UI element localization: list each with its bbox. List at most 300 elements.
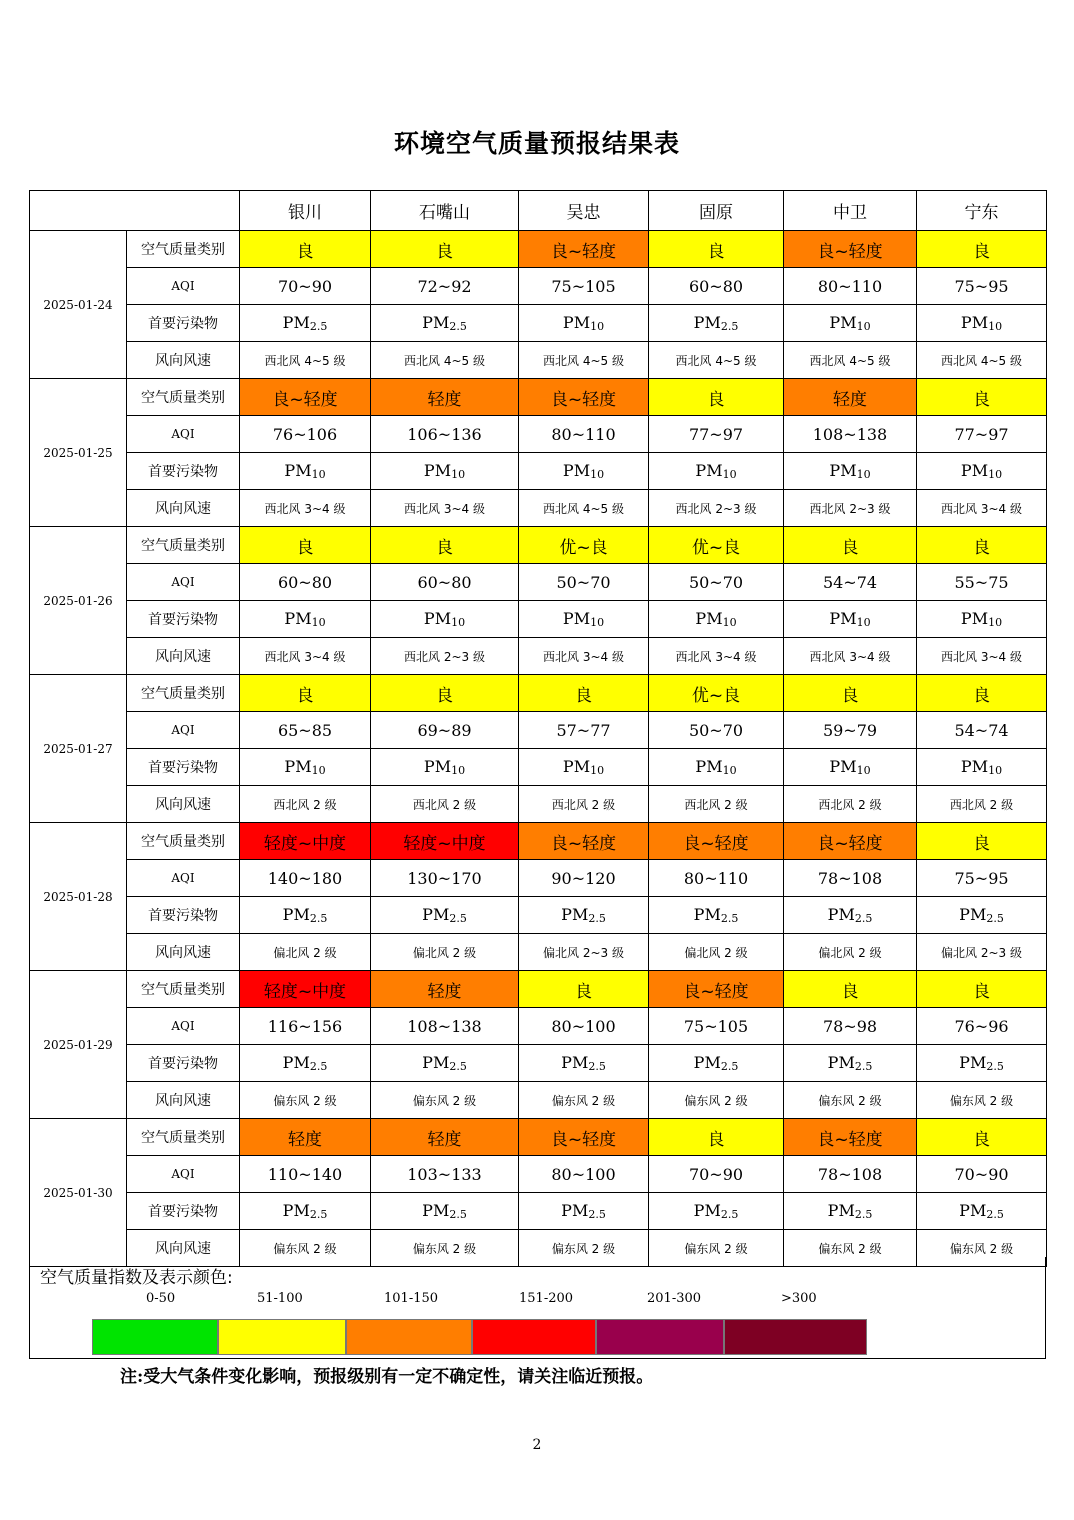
pollutant-size: 2.5 — [449, 912, 467, 925]
wind-cell: 西北风 2 级 — [240, 786, 371, 823]
pollutant-size: 2.5 — [449, 320, 467, 333]
category-row — [30, 971, 1047, 1008]
primary-pollutant-cell — [649, 749, 784, 786]
pollutant-row — [30, 601, 1047, 638]
pollutant-size: 10 — [590, 468, 605, 481]
aqi-row — [30, 860, 1047, 897]
pollutant-prefix: PM — [829, 757, 857, 776]
aqi-value-cell: 130~170 — [371, 860, 519, 897]
pollutant-size: 10 — [856, 320, 871, 333]
primary-pollutant-cell — [371, 305, 519, 342]
pollutant-prefix: PM — [284, 461, 312, 480]
wind-cell: 西北风 2~3 级 — [649, 490, 784, 527]
legend-swatch-severe — [724, 1319, 867, 1355]
pollutant-prefix: PM — [959, 905, 987, 924]
wind-cell: 偏北风 2 级 — [784, 934, 917, 971]
row-label-wind: 风向风速 — [127, 786, 240, 823]
aqi-value-cell: 57~77 — [519, 712, 649, 749]
wind-row — [30, 638, 1047, 675]
pollutant-size: 2.5 — [588, 1060, 606, 1073]
row-label-pollutant: 首要污染物 — [127, 601, 240, 638]
primary-pollutant-cell — [519, 897, 649, 934]
primary-pollutant-cell — [917, 749, 1047, 786]
primary-pollutant-cell — [240, 601, 371, 638]
pollutant-prefix: PM — [693, 313, 721, 332]
aqi-value-cell: 54~74 — [784, 564, 917, 601]
header-blank-cell — [30, 191, 240, 231]
aqi-category-cell: 轻度~中度 — [240, 971, 371, 1008]
aqi-value-cell: 103~133 — [371, 1156, 519, 1193]
wind-cell: 西北风 2 级 — [784, 786, 917, 823]
row-label-wind: 风向风速 — [127, 934, 240, 971]
pollutant-prefix: PM — [282, 1201, 310, 1220]
pollutant-prefix: PM — [829, 313, 857, 332]
page-number: 2 — [532, 1437, 542, 1453]
aqi-category-cell: 良~轻度 — [519, 823, 649, 860]
wind-cell: 偏东风 2 级 — [917, 1082, 1047, 1119]
aqi-category-cell: 良 — [371, 231, 519, 268]
row-label-category: 空气质量类别 — [127, 1119, 240, 1156]
pollutant-prefix: PM — [561, 1201, 589, 1220]
aqi-category-cell: 良 — [917, 675, 1047, 712]
row-label-wind: 风向风速 — [127, 1082, 240, 1119]
wind-row — [30, 490, 1047, 527]
primary-pollutant-cell — [917, 453, 1047, 490]
wind-row — [30, 786, 1047, 823]
pollutant-row — [30, 897, 1047, 934]
pollutant-prefix: PM — [423, 609, 452, 628]
aqi-category-cell: 轻度 — [240, 1119, 371, 1156]
forecast-date: 2025-01-27 — [30, 675, 127, 823]
pollutant-prefix: PM — [561, 1053, 589, 1072]
wind-cell: 偏北风 2 级 — [371, 934, 519, 971]
aqi-value-cell: 70~90 — [917, 1156, 1047, 1193]
aqi-category-cell: 良 — [784, 971, 917, 1008]
pollutant-size: 2.5 — [720, 1060, 739, 1073]
aqi-value-cell: 75~95 — [917, 860, 1047, 897]
aqi-row — [30, 712, 1047, 749]
pollutant-size: 2.5 — [449, 1060, 467, 1073]
pollutant-prefix: PM — [562, 609, 591, 628]
row-label-aqi: AQI — [127, 1156, 240, 1193]
primary-pollutant-cell — [240, 453, 371, 490]
aqi-value-cell: 75~105 — [649, 1008, 784, 1045]
row-label-wind: 风向风速 — [127, 342, 240, 379]
city-header: 固原 — [649, 191, 784, 231]
aqi-value-cell: 77~97 — [649, 416, 784, 453]
pollutant-prefix: PM — [562, 313, 591, 332]
pollutant-prefix: PM — [282, 905, 310, 924]
aqi-value-cell: 80~100 — [519, 1008, 649, 1045]
primary-pollutant-cell — [784, 1193, 917, 1230]
pollutant-size: 10 — [988, 764, 1003, 777]
city-header: 中卫 — [784, 191, 917, 231]
aqi-category-cell: 良~轻度 — [649, 823, 784, 860]
legend-range-label: >300 — [781, 1291, 817, 1306]
wind-cell: 西北风 2~3 级 — [784, 490, 917, 527]
forecast-date: 2025-01-29 — [30, 971, 127, 1119]
legend-swatch-good — [92, 1319, 218, 1355]
pollutant-row — [30, 1045, 1047, 1082]
pollutant-row — [30, 305, 1047, 342]
wind-cell: 西北风 4~5 级 — [784, 342, 917, 379]
pollutant-prefix: PM — [959, 1201, 987, 1220]
wind-cell: 西北风 2 级 — [371, 786, 519, 823]
aqi-row — [30, 564, 1047, 601]
pollutant-size: 10 — [988, 320, 1003, 333]
pollutant-size: 2.5 — [720, 320, 739, 333]
aqi-value-cell: 50~70 — [649, 564, 784, 601]
aqi-category-cell: 良~轻度 — [519, 379, 649, 416]
pollutant-prefix: PM — [562, 757, 591, 776]
primary-pollutant-cell — [371, 1193, 519, 1230]
wind-cell: 偏东风 2 级 — [519, 1230, 649, 1267]
row-label-wind: 风向风速 — [127, 490, 240, 527]
wind-cell: 偏东风 2 级 — [240, 1230, 371, 1267]
pollutant-prefix: PM — [693, 1053, 721, 1072]
wind-row — [30, 342, 1047, 379]
pollutant-prefix: PM — [827, 1053, 855, 1072]
pollutant-prefix: PM — [959, 1053, 987, 1072]
pollutant-size: 2.5 — [986, 912, 1004, 925]
aqi-category-cell: 轻度 — [371, 971, 519, 1008]
wind-cell: 偏东风 2 级 — [649, 1082, 784, 1119]
aqi-category-cell: 良~轻度 — [784, 231, 917, 268]
aqi-category-cell: 轻度~中度 — [240, 823, 371, 860]
pollutant-prefix: PM — [284, 609, 312, 628]
row-label-category: 空气质量类别 — [127, 527, 240, 564]
primary-pollutant-cell — [917, 305, 1047, 342]
category-row — [30, 823, 1047, 860]
pollutant-size: 2.5 — [854, 1208, 873, 1221]
row-label-category: 空气质量类别 — [127, 379, 240, 416]
pollutant-size: 2.5 — [309, 1208, 328, 1221]
aqi-value-cell: 75~105 — [519, 268, 649, 305]
pollutant-size: 10 — [590, 616, 605, 629]
primary-pollutant-cell — [784, 1045, 917, 1082]
primary-pollutant-cell — [917, 1193, 1047, 1230]
wind-cell: 西北风 4~5 级 — [519, 490, 649, 527]
aqi-category-cell: 良 — [240, 675, 371, 712]
wind-cell: 西北风 2 级 — [917, 786, 1047, 823]
primary-pollutant-cell — [240, 1045, 371, 1082]
row-label-aqi: AQI — [127, 416, 240, 453]
primary-pollutant-cell — [240, 897, 371, 934]
primary-pollutant-cell — [649, 305, 784, 342]
pollutant-row — [30, 453, 1047, 490]
legend-swatch-heavy — [596, 1319, 724, 1355]
forecast-date: 2025-01-25 — [30, 379, 127, 527]
primary-pollutant-cell — [649, 1193, 784, 1230]
wind-cell: 西北风 2~3 级 — [371, 638, 519, 675]
aqi-value-cell: 116~156 — [240, 1008, 371, 1045]
pollutant-prefix: PM — [695, 461, 723, 480]
aqi-category-cell: 良~轻度 — [784, 823, 917, 860]
aqi-category-cell: 良 — [649, 1119, 784, 1156]
aqi-value-cell: 55~75 — [917, 564, 1047, 601]
aqi-value-cell: 50~70 — [519, 564, 649, 601]
aqi-category-cell: 良~轻度 — [519, 1119, 649, 1156]
primary-pollutant-cell — [519, 453, 649, 490]
aqi-category-cell: 良~轻度 — [519, 231, 649, 268]
pollutant-size: 10 — [988, 468, 1003, 481]
legend-range-label: 201-300 — [647, 1291, 702, 1306]
aqi-value-cell: 60~80 — [649, 268, 784, 305]
aqi-value-cell: 76~96 — [917, 1008, 1047, 1045]
primary-pollutant-cell — [240, 305, 371, 342]
row-label-pollutant: 首要污染物 — [127, 1045, 240, 1082]
aqi-category-cell: 良 — [784, 527, 917, 564]
primary-pollutant-cell — [917, 897, 1047, 934]
wind-cell: 偏北风 2 级 — [649, 934, 784, 971]
aqi-value-cell: 60~80 — [240, 564, 371, 601]
category-row — [30, 1119, 1047, 1156]
wind-cell: 偏东风 2 级 — [649, 1230, 784, 1267]
aqi-value-cell: 90~120 — [519, 860, 649, 897]
pollutant-size: 10 — [451, 616, 466, 629]
wind-cell: 偏东风 2 级 — [371, 1082, 519, 1119]
primary-pollutant-cell — [371, 749, 519, 786]
row-label-pollutant: 首要污染物 — [127, 1193, 240, 1230]
primary-pollutant-cell — [240, 749, 371, 786]
pollutant-size: 10 — [722, 468, 737, 481]
pollutant-size: 2.5 — [986, 1060, 1004, 1073]
forecast-table-body — [30, 191, 1047, 1267]
wind-cell: 偏东风 2 级 — [240, 1082, 371, 1119]
aqi-category-cell: 良 — [519, 971, 649, 1008]
primary-pollutant-cell — [371, 453, 519, 490]
aqi-category-cell: 良 — [240, 231, 371, 268]
pollutant-prefix: PM — [422, 1053, 450, 1072]
primary-pollutant-cell — [371, 1045, 519, 1082]
primary-pollutant-cell — [649, 601, 784, 638]
pollutant-prefix: PM — [422, 1201, 450, 1220]
aqi-category-cell: 良 — [917, 823, 1047, 860]
primary-pollutant-cell — [519, 1045, 649, 1082]
pollutant-size: 2.5 — [588, 1208, 606, 1221]
wind-cell: 偏东风 2 级 — [917, 1230, 1047, 1267]
wind-cell: 西北风 3~4 级 — [784, 638, 917, 675]
pollutant-prefix: PM — [695, 609, 723, 628]
primary-pollutant-cell — [917, 601, 1047, 638]
pollutant-prefix: PM — [562, 461, 591, 480]
forecast-date: 2025-01-28 — [30, 823, 127, 971]
row-label-pollutant: 首要污染物 — [127, 305, 240, 342]
category-row — [30, 527, 1047, 564]
pollutant-prefix: PM — [423, 461, 452, 480]
aqi-value-cell: 59~79 — [784, 712, 917, 749]
aqi-category-cell: 良~轻度 — [240, 379, 371, 416]
wind-cell: 西北风 3~4 级 — [240, 490, 371, 527]
wind-cell: 西北风 4~5 级 — [371, 342, 519, 379]
aqi-row — [30, 416, 1047, 453]
pollutant-size: 10 — [856, 468, 871, 481]
aqi-value-cell: 108~138 — [784, 416, 917, 453]
aqi-value-cell: 70~90 — [240, 268, 371, 305]
primary-pollutant-cell — [784, 749, 917, 786]
aqi-value-cell: 80~100 — [519, 1156, 649, 1193]
wind-cell: 西北风 3~4 级 — [917, 490, 1047, 527]
primary-pollutant-cell — [649, 453, 784, 490]
legend-range-label: 151-200 — [519, 1291, 574, 1306]
table-header-row — [30, 191, 1047, 231]
aqi-value-cell: 50~70 — [649, 712, 784, 749]
row-label-category: 空气质量类别 — [127, 675, 240, 712]
aqi-value-cell: 80~110 — [519, 416, 649, 453]
city-header: 吴忠 — [519, 191, 649, 231]
aqi-value-cell: 77~97 — [917, 416, 1047, 453]
aqi-value-cell: 70~90 — [649, 1156, 784, 1193]
aqi-value-cell: 76~106 — [240, 416, 371, 453]
wind-cell: 西北风 4~5 级 — [917, 342, 1047, 379]
primary-pollutant-cell — [519, 749, 649, 786]
pollutant-size: 10 — [590, 320, 605, 333]
aqi-value-cell: 54~74 — [917, 712, 1047, 749]
aqi-category-cell: 优~良 — [649, 675, 784, 712]
aqi-category-cell: 良 — [917, 1119, 1047, 1156]
wind-row — [30, 1082, 1047, 1119]
pollutant-prefix: PM — [693, 905, 721, 924]
pollutant-size: 10 — [451, 764, 466, 777]
forecast-table — [29, 190, 1047, 1267]
aqi-row — [30, 268, 1047, 305]
aqi-color-legend — [29, 1257, 1046, 1359]
aqi-value-cell: 78~108 — [784, 1156, 917, 1193]
wind-cell: 偏东风 2 级 — [371, 1230, 519, 1267]
pollutant-size: 2.5 — [309, 320, 328, 333]
primary-pollutant-cell — [784, 897, 917, 934]
pollutant-prefix: PM — [422, 313, 450, 332]
aqi-value-cell: 78~108 — [784, 860, 917, 897]
pollutant-prefix: PM — [695, 757, 723, 776]
pollutant-prefix: PM — [827, 905, 855, 924]
pollutant-size: 2.5 — [449, 1208, 467, 1221]
wind-cell: 西北风 2 级 — [519, 786, 649, 823]
pollutant-size: 2.5 — [854, 1060, 873, 1073]
pollutant-prefix: PM — [829, 609, 857, 628]
pollutant-prefix: PM — [423, 757, 452, 776]
wind-row — [30, 934, 1047, 971]
pollutant-size: 10 — [988, 616, 1003, 629]
pollutant-size: 2.5 — [588, 912, 606, 925]
forecast-date: 2025-01-26 — [30, 527, 127, 675]
row-label-pollutant: 首要污染物 — [127, 749, 240, 786]
pollutant-prefix: PM — [960, 757, 989, 776]
wind-cell: 西北风 3~4 级 — [917, 638, 1047, 675]
pollutant-prefix: PM — [693, 1201, 721, 1220]
city-header: 银川 — [240, 191, 371, 231]
pollutant-prefix: PM — [960, 609, 989, 628]
primary-pollutant-cell — [371, 897, 519, 934]
wind-cell: 偏北风 2 级 — [240, 934, 371, 971]
legend-title: 空气质量指数及表示颜色: — [40, 1268, 233, 1288]
wind-cell: 西北风 4~5 级 — [519, 342, 649, 379]
legend-swatch-moderate — [218, 1319, 346, 1355]
row-label-aqi: AQI — [127, 564, 240, 601]
pollutant-prefix: PM — [960, 461, 989, 480]
wind-cell: 西北风 4~5 级 — [649, 342, 784, 379]
aqi-category-cell: 优~良 — [649, 527, 784, 564]
row-label-category: 空气质量类别 — [127, 231, 240, 268]
row-label-aqi: AQI — [127, 860, 240, 897]
row-label-category: 空气质量类别 — [127, 971, 240, 1008]
aqi-category-cell: 轻度 — [371, 1119, 519, 1156]
row-label-pollutant: 首要污染物 — [127, 453, 240, 490]
primary-pollutant-cell — [371, 601, 519, 638]
category-row — [30, 231, 1047, 268]
aqi-value-cell: 65~85 — [240, 712, 371, 749]
pollutant-size: 2.5 — [309, 912, 328, 925]
primary-pollutant-cell — [519, 1193, 649, 1230]
wind-cell: 偏东风 2 级 — [519, 1082, 649, 1119]
pollutant-size: 10 — [451, 468, 466, 481]
city-header: 石嘴山 — [371, 191, 519, 231]
category-row — [30, 675, 1047, 712]
row-label-aqi: AQI — [127, 712, 240, 749]
aqi-value-cell: 110~140 — [240, 1156, 371, 1193]
pollutant-size: 10 — [856, 616, 871, 629]
wind-cell: 偏东风 2 级 — [784, 1082, 917, 1119]
aqi-category-cell: 良 — [649, 231, 784, 268]
pollutant-size: 2.5 — [720, 912, 739, 925]
primary-pollutant-cell — [649, 1045, 784, 1082]
aqi-category-cell: 良 — [784, 675, 917, 712]
city-header: 宁东 — [917, 191, 1047, 231]
pollutant-size: 10 — [311, 468, 326, 481]
primary-pollutant-cell — [784, 453, 917, 490]
aqi-category-cell: 良 — [371, 527, 519, 564]
aqi-category-cell: 良 — [240, 527, 371, 564]
forecast-date: 2025-01-30 — [30, 1119, 127, 1267]
pollutant-size: 10 — [311, 616, 326, 629]
primary-pollutant-cell — [240, 1193, 371, 1230]
aqi-value-cell: 75~95 — [917, 268, 1047, 305]
row-label-pollutant: 首要污染物 — [127, 897, 240, 934]
aqi-category-cell: 轻度 — [371, 379, 519, 416]
pollutant-size: 10 — [722, 764, 737, 777]
aqi-category-cell: 良 — [917, 231, 1047, 268]
aqi-category-cell: 良~轻度 — [649, 971, 784, 1008]
row-label-category: 空气质量类别 — [127, 823, 240, 860]
pollutant-prefix: PM — [284, 757, 312, 776]
aqi-row — [30, 1008, 1047, 1045]
pollutant-size: 10 — [590, 764, 605, 777]
wind-cell: 偏北风 2~3 级 — [917, 934, 1047, 971]
pollutant-prefix: PM — [827, 1201, 855, 1220]
pollutant-prefix: PM — [829, 461, 857, 480]
legend-swatch-medium — [472, 1319, 596, 1355]
pollutant-size: 2.5 — [720, 1208, 739, 1221]
row-label-aqi: AQI — [127, 268, 240, 305]
category-row — [30, 379, 1047, 416]
wind-cell: 偏北风 2~3 级 — [519, 934, 649, 971]
wind-cell: 西北风 3~4 级 — [240, 638, 371, 675]
aqi-category-cell: 轻度~中度 — [371, 823, 519, 860]
pollutant-size: 10 — [311, 764, 326, 777]
primary-pollutant-cell — [784, 601, 917, 638]
row-label-wind: 风向风速 — [127, 1230, 240, 1267]
legend-swatch-light — [346, 1319, 472, 1355]
primary-pollutant-cell — [649, 897, 784, 934]
wind-cell: 偏东风 2 级 — [784, 1230, 917, 1267]
aqi-category-cell: 良~轻度 — [784, 1119, 917, 1156]
aqi-value-cell: 80~110 — [784, 268, 917, 305]
aqi-value-cell: 78~98 — [784, 1008, 917, 1045]
pollutant-prefix: PM — [960, 313, 989, 332]
legend-range-label: 51-100 — [257, 1291, 303, 1306]
pollutant-size: 10 — [856, 764, 871, 777]
aqi-row — [30, 1156, 1047, 1193]
